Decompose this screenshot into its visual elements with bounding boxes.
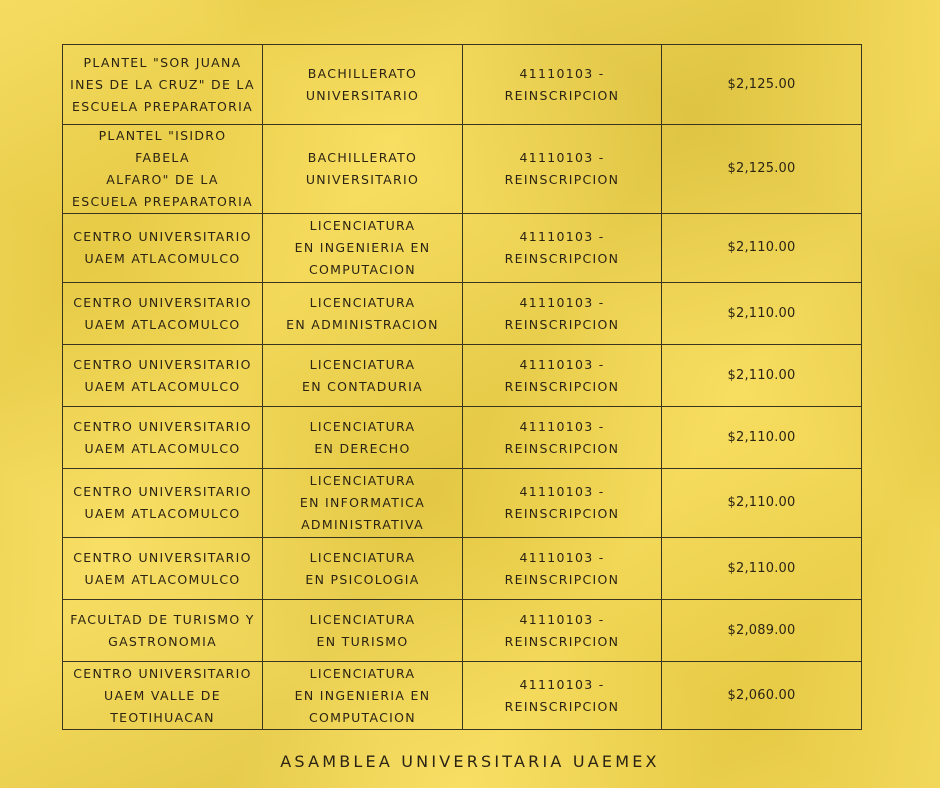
program-cell: LICENCIATURA EN ADMINISTRACION xyxy=(263,283,463,345)
program-cell: LICENCIATURA EN INGENIERIA EN COMPUTACION xyxy=(263,214,463,283)
program-cell: LICENCIATURA EN INFORMATICA ADMINISTRATIVA xyxy=(263,469,463,538)
concept-cell: 41110103 - REINSCRIPCION xyxy=(463,214,662,283)
concept-cell: 41110103 - REINSCRIPCION xyxy=(463,125,662,214)
plantel-cell: FACULTAD DE TURISMO Y GASTRONOMIA xyxy=(63,600,263,662)
amount-cell: $2,110.00 xyxy=(662,283,862,345)
plantel-cell: CENTRO UNIVERSITARIO UAEM ATLACOMULCO xyxy=(63,469,263,538)
amount-cell: $2,089.00 xyxy=(662,600,862,662)
table-row xyxy=(63,600,862,662)
plantel-cell: CENTRO UNIVERSITARIO UAEM VALLE DE TEOTIHUACAN xyxy=(63,662,263,730)
table-row xyxy=(63,469,862,538)
concept-cell: 41110103 - REINSCRIPCION xyxy=(463,407,662,469)
program-cell: LICENCIATURA EN INGENIERIA EN COMPUTACION xyxy=(263,662,463,730)
plantel-cell: CENTRO UNIVERSITARIO UAEM ATLACOMULCO xyxy=(63,407,263,469)
program-cell: LICENCIATURA EN CONTADURIA xyxy=(263,345,463,407)
concept-cell: 41110103 - REINSCRIPCION xyxy=(463,469,662,538)
amount-cell: $2,110.00 xyxy=(662,214,862,283)
plantel-cell: CENTRO UNIVERSITARIO UAEM ATLACOMULCO xyxy=(63,345,263,407)
concept-cell: 41110103 - REINSCRIPCION xyxy=(463,538,662,600)
table-row xyxy=(63,125,862,214)
footer-title: ASAMBLEA UNIVERSITARIA UAEMEX xyxy=(280,752,660,771)
amount-cell: $2,125.00 xyxy=(662,125,862,214)
amount-cell: $2,110.00 xyxy=(662,345,862,407)
table-row xyxy=(63,214,862,283)
program-cell: LICENCIATURA EN PSICOLOGIA xyxy=(263,538,463,600)
table-row xyxy=(63,345,862,407)
concept-cell: 41110103 - REINSCRIPCION xyxy=(463,283,662,345)
amount-cell: $2,060.00 xyxy=(662,662,862,730)
fee-table xyxy=(62,44,862,730)
table-row xyxy=(63,45,862,125)
plantel-cell: PLANTEL "SOR JUANA INES DE LA CRUZ" DE LA ESCUELA PREPARATORIA xyxy=(63,45,263,125)
plantel-cell: PLANTEL "ISIDRO FABELA ALFARO" DE LA ESCUELA PREPARATORIA xyxy=(63,125,263,214)
amount-cell: $2,110.00 xyxy=(662,469,862,538)
amount-cell: $2,125.00 xyxy=(662,45,862,125)
concept-cell: 41110103 - REINSCRIPCION xyxy=(463,600,662,662)
plantel-cell: CENTRO UNIVERSITARIO UAEM ATLACOMULCO xyxy=(63,538,263,600)
concept-cell: 41110103 - REINSCRIPCION xyxy=(463,662,662,730)
amount-cell: $2,110.00 xyxy=(662,407,862,469)
concept-cell: 41110103 - REINSCRIPCION xyxy=(463,345,662,407)
table-row xyxy=(63,662,862,730)
table-row xyxy=(63,283,862,345)
plantel-cell: CENTRO UNIVERSITARIO UAEM ATLACOMULCO xyxy=(63,214,263,283)
program-cell: LICENCIATURA EN DERECHO xyxy=(263,407,463,469)
amount-cell: $2,110.00 xyxy=(662,538,862,600)
program-cell: LICENCIATURA EN TURISMO xyxy=(263,600,463,662)
table-row xyxy=(63,407,862,469)
program-cell: BACHILLERATO UNIVERSITARIO xyxy=(263,125,463,214)
program-cell: BACHILLERATO UNIVERSITARIO xyxy=(263,45,463,125)
plantel-cell: CENTRO UNIVERSITARIO UAEM ATLACOMULCO xyxy=(63,283,263,345)
table-row xyxy=(63,538,862,600)
concept-cell: 41110103 - REINSCRIPCION xyxy=(463,45,662,125)
